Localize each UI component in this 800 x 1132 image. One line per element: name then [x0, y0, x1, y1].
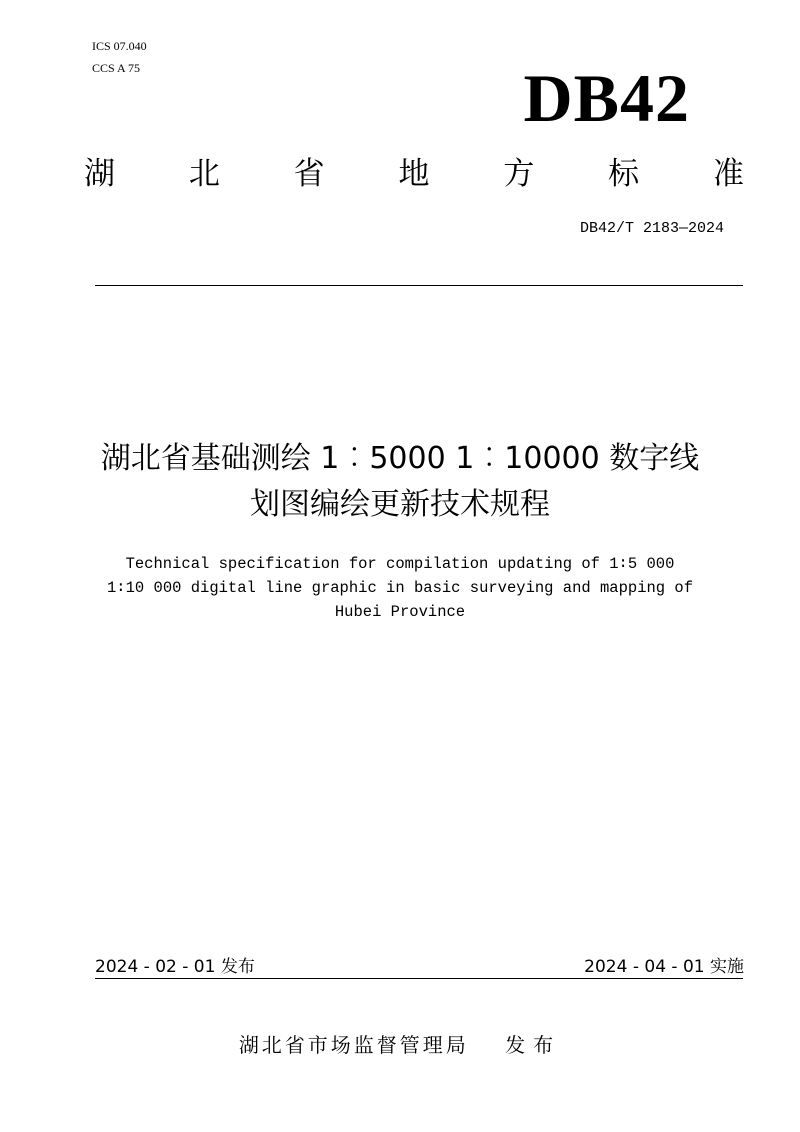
footer-divider [95, 978, 743, 979]
english-title-line-1: Technical specification for compilation updating of 1∶5 000 [125, 555, 675, 573]
english-title [60, 552, 740, 624]
publisher-action: 发布 [505, 1033, 562, 1057]
issue-date: 2024 - 02 - 01 发布 [95, 957, 255, 977]
header-divider [95, 285, 743, 286]
standard-type-char: 地 [398, 156, 430, 192]
standard-type-char: 准 [712, 156, 744, 192]
standard-type-char: 湖 [84, 156, 115, 192]
standard-type-char: 省 [293, 156, 325, 192]
implementation-date: 2024 - 04 - 01 实施 [584, 957, 744, 977]
standard-type-char: 标 [608, 156, 640, 192]
ics-code: ICS 07.040 [92, 39, 147, 53]
english-title-line-2: 1∶10 000 digital line graphic in basic surveying and mapping of [106, 579, 694, 597]
ccs-code: CCS A 75 [92, 61, 141, 75]
chinese-title [60, 436, 740, 528]
standard-number: DB42/T 2183—2024 [579, 220, 724, 237]
standard-type-char: 北 [188, 156, 220, 192]
standard-type-char: 方 [503, 156, 535, 192]
standard-type-heading [84, 152, 744, 196]
chinese-title-line-1: 湖北省基础测绘 1︰5000 1︰10000 数字线 [100, 441, 700, 476]
chinese-title-line-2: 划图编绘更新技术规程 [250, 487, 550, 522]
publisher-line [0, 1031, 800, 1059]
english-title-line-3: Hubei Province [334, 603, 466, 621]
publisher-organization: 湖北省市场监督管理局 [238, 1033, 469, 1057]
standard-brand-logo: DB42 [523, 60, 690, 136]
